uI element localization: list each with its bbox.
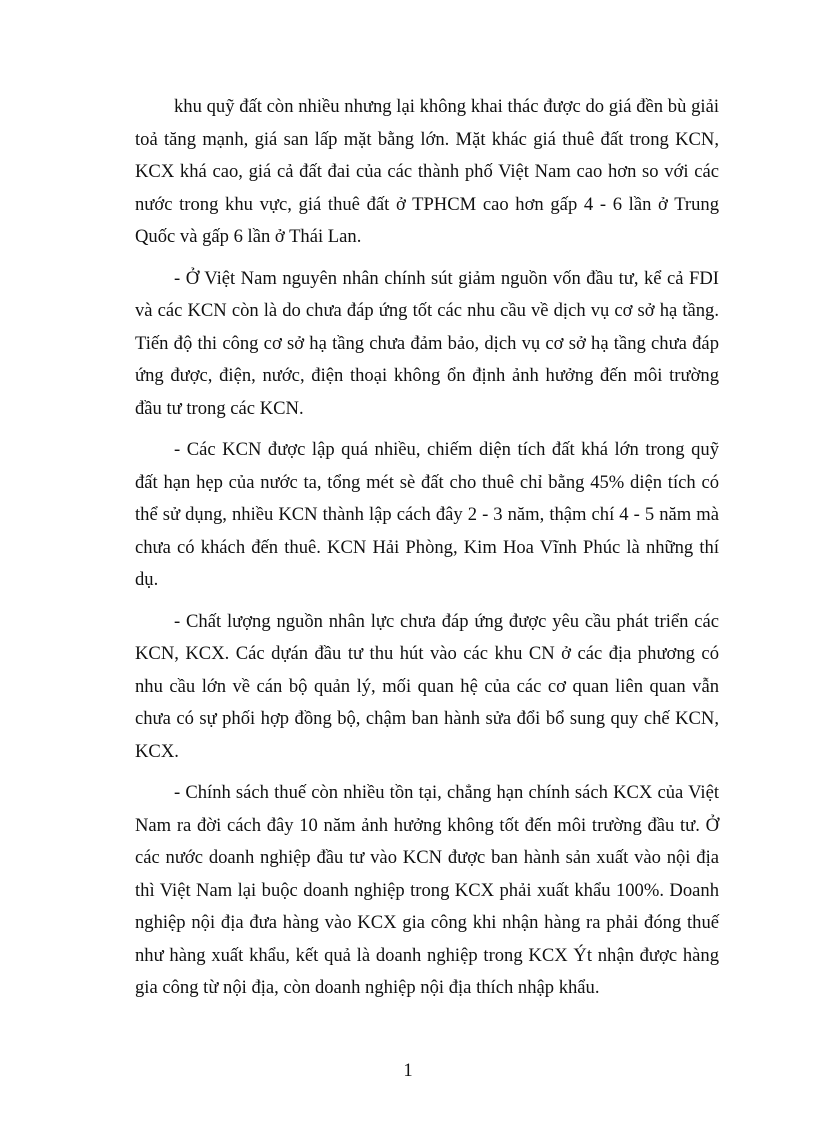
page-number: 1: [403, 1060, 413, 1081]
paragraph-human-resources: - Chất lượng nguồn nhân lực chưa đáp ứng được yêu cầu phát triển các KCN, KCX. Các dựán đầu tư thu hút vào các khu CN ở các địa phương có nhu cầu lớn về cán bộ quản lý, mối quan hệ của các cơ quan liên quan vẫn chưa có sự phối hợp đồng bộ, chậm ban hành sửa đổi bổ sung quy chế KCN, KCX.: [135, 610, 719, 762]
paragraph-too-many-zones: - Các KCN được lập quá nhiều, chiếm diện tích đất khá lớn trong quỹ đất hạn hẹp của nước ta, tổng mét sè đất cho thuê chỉ bằng 45% diện tích có thể sử dụng, nhiều KCN thành lập cách đây 2 - 3 năm, thậm chí 4 - 5 năm mà chưa có khách đến thuê. KCN Hải Phòng, Kim Hoa Vĩnh Phúc là những thí dụ.: [135, 439, 719, 590]
document-body: [135, 91, 719, 1014]
paragraph-tax-policy: - Chính sách thuế còn nhiều tồn tại, chẳng hạn chính sách KCX của Việt Nam ra đời cách đây 10 năm ảnh hưởng không tốt đến môi trường đầu tư. Ở các nước doanh nghiệp đầu tư vào KCN được ban hành sản xuất vào nội địa thì Việt Nam lại buộc doanh nghiệp trong KCX phải xuất khẩu 100%. Doanh nghiệp nội địa đưa hàng vào KCX gia công khi nhận hàng ra phải đóng thuế như hàng xuất khẩu, kết quả là doanh nghiệp trong KCX Ýt nhận được hàng gia công từ nội địa, còn doanh nghiệp nội địa thích nhập khẩu.: [135, 782, 719, 998]
paragraph-land-costs: khu quỹ đất còn nhiều nhưng lại không khai thác được do giá đền bù giải toả tăng mạnh, giá san lấp mặt bằng lớn. Mặt khác giá thuê đất trong KCN, KCX khá cao, giá cả đất đai của các thành phố Việt Nam cao hơn so với các nước trong khu vực, giá thuê đất ở TPHCM cao hơn gấp 4 - 6 lần ở Trung Quốc và gấp 6 lần ở Thái Lan.: [135, 96, 719, 247]
paragraph-infrastructure: - Ở Việt Nam nguyên nhân chính sút giảm nguồn vốn đầu tư, kể cả FDI và các KCN còn là do chưa đáp ứng tốt các nhu cầu về dịch vụ cơ sở hạ tầng. Tiến độ thi công cơ sở hạ tầng chưa đảm bảo, dịch vụ cơ sở hạ tầng chưa đáp ứng được, điện, nước, điện thoại không ổn định ảnh hưởng đến môi trường đầu tư trong các KCN.: [135, 267, 719, 419]
